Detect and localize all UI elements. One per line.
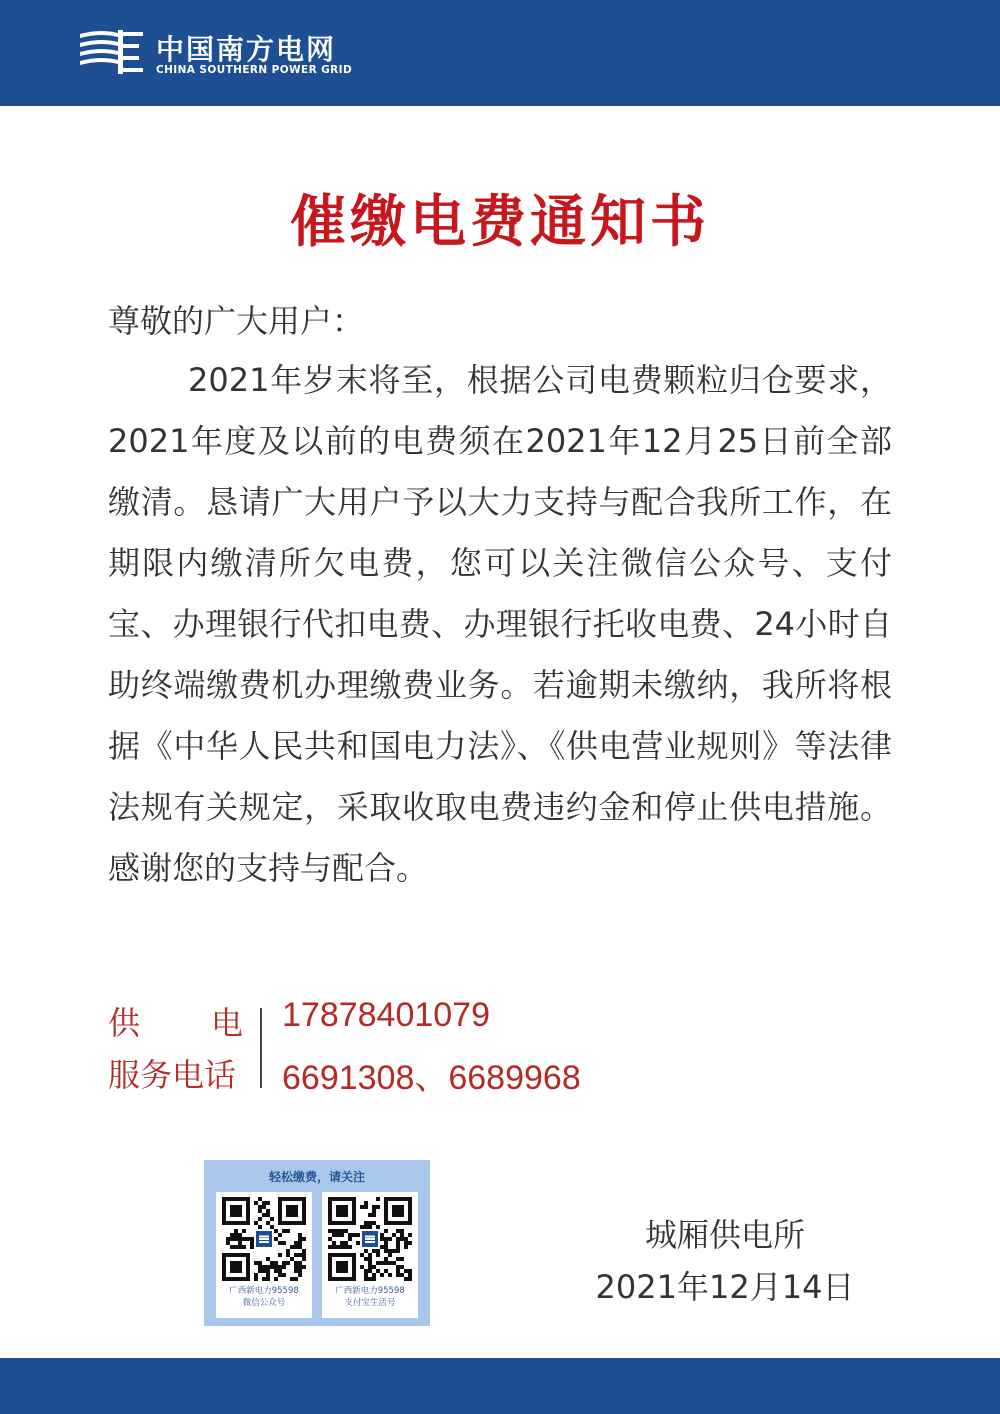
qr-caption-alipay-line2: 支付宝生活号 bbox=[344, 1298, 396, 1308]
qr-code-icon[interactable] bbox=[328, 1197, 412, 1281]
greeting: 尊敬的广大用户： bbox=[108, 302, 365, 340]
qr-caption-wechat-line2: 微信公众号 bbox=[242, 1298, 286, 1308]
qr-code-icon[interactable] bbox=[222, 1197, 306, 1281]
qr-heading: 轻松缴费，请关注 bbox=[268, 1170, 365, 1184]
qr-panel bbox=[204, 1160, 430, 1326]
grid-logo-icon bbox=[78, 28, 144, 76]
contact-label-service-phone: 服务电话 bbox=[108, 1056, 237, 1094]
qr-caption-wechat-line1: 广西新电力95598 bbox=[229, 1286, 299, 1296]
company-logo bbox=[78, 26, 368, 80]
qr-card-wechat bbox=[216, 1192, 312, 1318]
contact-divider bbox=[260, 1008, 262, 1088]
footer-bar bbox=[0, 1358, 1000, 1414]
qr-caption-alipay-line1: 广西新电力95598 bbox=[335, 1286, 405, 1296]
notice-body: 2021年岁末将至，根据公司电费颗粒归仓要求，2021年度及以前的电费须在2021年12月25日前全部缴清。恳请广大用户予以大力支持与配合我所工作，在期限内缴清所欠电费，您可以关注微信公众号、支付宝、办理银行代扣电费、办理银行托收电费、24小时自助终端缴费机办理缴费业务。若逾期未缴纳，我所将根据《中华人民共和国电力法》、《供电营业规则》等法律法规有关规定，采取收取电费违约金和停止供电措施。感谢您的支持与配合。 bbox=[108, 361, 892, 887]
logo-text-en: CHINA SOUTHERN POWER GRID bbox=[156, 64, 353, 76]
signature-org: 城厢供电所 bbox=[644, 1216, 805, 1254]
contact-label-supply: 供 电 bbox=[108, 1004, 243, 1042]
qr-card-alipay bbox=[322, 1192, 418, 1318]
signature-date: 2021年12月14日 bbox=[595, 1268, 855, 1306]
header-bar bbox=[0, 0, 1000, 106]
logo-text-cn: 中国南方电网 bbox=[156, 33, 337, 66]
contact-phone-landline: 6691308、6689968 bbox=[282, 1059, 581, 1097]
contact-block bbox=[108, 998, 708, 1108]
contact-phone-mobile: 17878401079 bbox=[282, 996, 491, 1034]
notice-title: 催缴电费通知书 bbox=[290, 190, 710, 255]
